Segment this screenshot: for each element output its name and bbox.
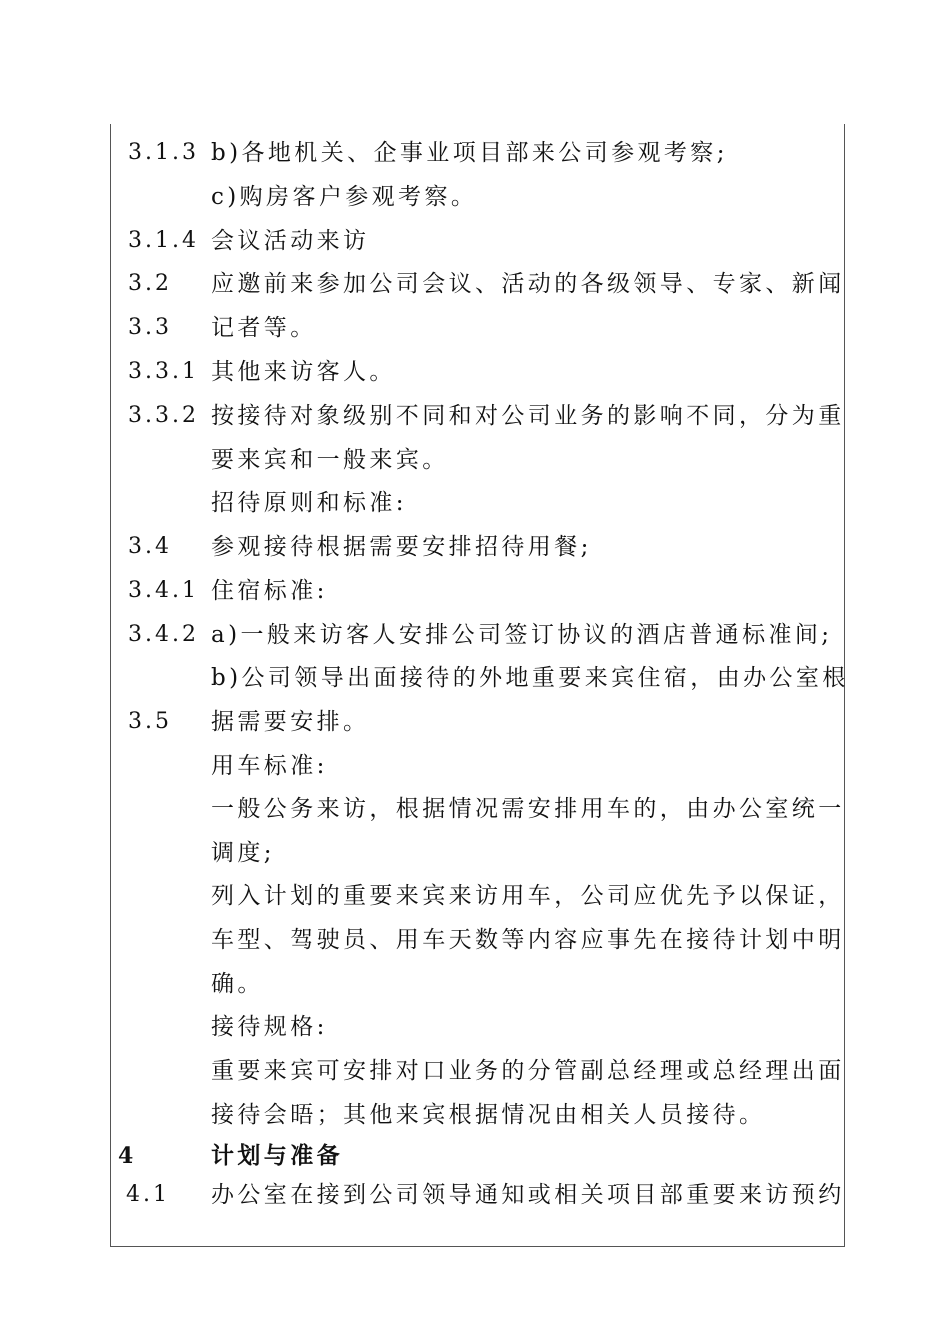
clause-number: 3.3	[128, 315, 172, 340]
section-title: 计划与准备	[211, 1142, 343, 1169]
clause-row	[0, 262, 950, 306]
clause-text: 其他来访客人。	[211, 359, 396, 385]
clause-number: 3.3.2	[128, 403, 199, 428]
clause-text: 一般公务来访，根据情况需安排用车的，由办公室统一	[211, 796, 845, 822]
clause-row	[0, 1173, 950, 1217]
clause-row	[0, 350, 950, 394]
clause-text: b)公司领导出面接待的外地重要来宾住宿，由办公室根	[211, 665, 849, 691]
clause-row	[0, 394, 950, 438]
clause-row	[0, 962, 950, 1006]
clause-text: 会议活动来访	[211, 228, 370, 254]
clause-row	[0, 1005, 950, 1049]
section-number: 4	[118, 1143, 137, 1169]
clause-row	[0, 831, 950, 875]
clause-number: 3.4.2	[128, 622, 199, 647]
section-heading-row	[0, 1134, 950, 1178]
clause-number: 3.1.4	[128, 228, 199, 253]
clause-number: 3.4.1	[128, 578, 199, 603]
clause-row	[0, 787, 950, 831]
clause-row	[0, 569, 950, 613]
clause-number: 3.4	[128, 534, 172, 559]
clause-row	[0, 219, 950, 263]
clause-text: 按接待对象级别不同和对公司业务的影响不同，分为重	[211, 403, 845, 429]
clause-row	[0, 525, 950, 569]
clause-number: 3.1.3	[128, 140, 199, 165]
clause-text: 办公室在接到公司领导通知或相关项目部重要来访预约	[211, 1182, 845, 1208]
clause-text: a)一般来访客人安排公司签订协议的酒店普通标准间;	[211, 622, 833, 648]
clause-text: 车型、驾驶员、用车天数等内容应事先在接待计划中明	[211, 927, 845, 953]
clause-row	[0, 131, 950, 175]
clause-text: 接待会晤；其他来宾根据情况由相关人员接待。	[211, 1102, 766, 1128]
clause-text: 据需要安排。	[211, 709, 370, 735]
clause-row	[0, 1093, 950, 1137]
clause-text: 接待规格:	[211, 1014, 328, 1040]
clause-text: 确。	[211, 971, 264, 997]
clause-row	[0, 700, 950, 744]
clause-number: 4.1	[126, 1182, 170, 1207]
clause-number: 3.3.1	[128, 359, 199, 384]
clause-text: 住宿标准:	[211, 578, 328, 604]
clause-row	[0, 613, 950, 657]
clause-text: 列入计划的重要来宾来访用车，公司应优先予以保证，	[211, 883, 845, 909]
clause-row	[0, 481, 950, 525]
clause-number: 3.2	[128, 271, 172, 296]
clause-text: c)购房客户参观考察。	[211, 184, 478, 210]
clause-text: 记者等。	[211, 315, 317, 341]
clause-row	[0, 175, 950, 219]
clause-row	[0, 744, 950, 788]
clause-text: b)各地机关、企事业项目部来公司参观考察;	[211, 140, 728, 166]
clause-row	[0, 438, 950, 482]
clause-text: 要来宾和一般来宾。	[211, 447, 449, 473]
clause-text: 用车标准:	[211, 753, 328, 779]
clause-number: 3.5	[128, 709, 172, 734]
clause-text: 调度;	[211, 840, 275, 866]
clause-text: 招待原则和标准:	[211, 490, 407, 516]
clause-row	[0, 306, 950, 350]
clause-row	[0, 656, 950, 700]
clause-text: 参观接待根据需要安排招待用餐;	[211, 534, 592, 560]
clause-text: 应邀前来参加公司会议、活动的各级领导、专家、新闻	[211, 271, 845, 297]
clause-row	[0, 918, 950, 962]
clause-row	[0, 874, 950, 918]
clause-text: 重要来宾可安排对口业务的分管副总经理或总经理出面	[211, 1058, 845, 1084]
clause-row	[0, 1049, 950, 1093]
